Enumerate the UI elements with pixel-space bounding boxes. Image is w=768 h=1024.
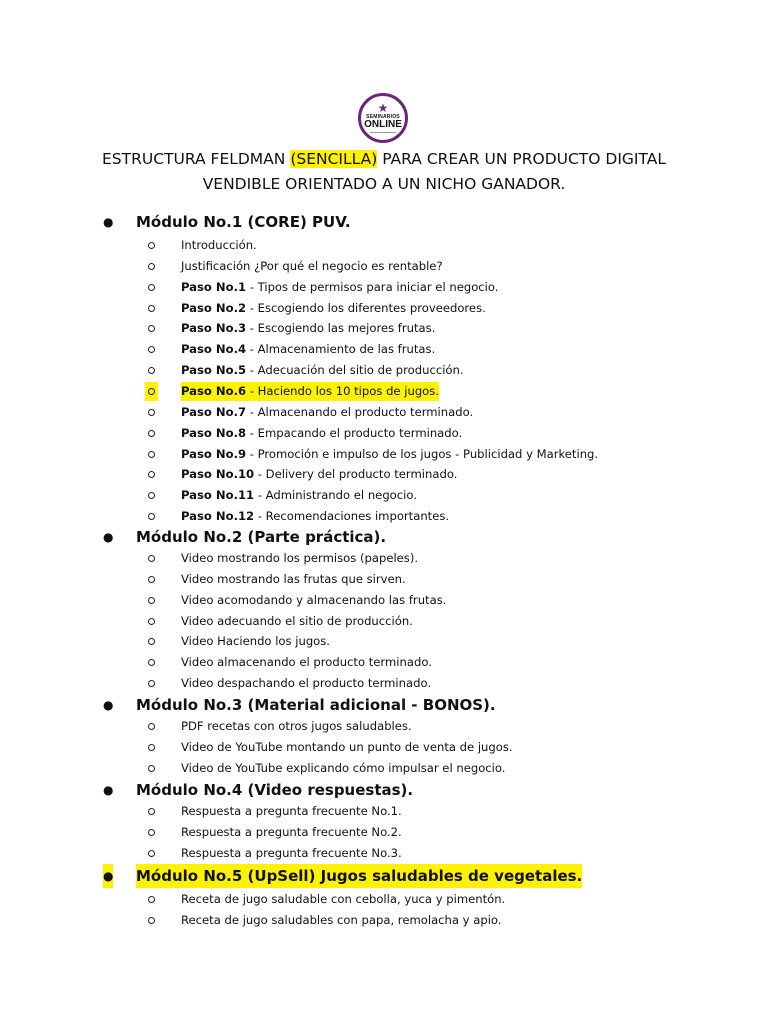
list-item-text xyxy=(181,674,431,693)
list-item-text xyxy=(181,319,435,338)
step-description: Video de YouTube montando un punto de venta de jugos. xyxy=(181,739,513,754)
hollow-bullet-icon xyxy=(145,653,158,672)
step-description: - Haciendo los 10 tipos de jugos. xyxy=(246,383,440,398)
filled-bullet-icon: ● xyxy=(103,215,114,229)
list-item-text xyxy=(181,802,402,821)
step-description: Video despachando el producto terminado. xyxy=(181,676,432,691)
hollow-bullet-icon xyxy=(145,257,158,276)
hollow-bullet-icon xyxy=(145,570,158,589)
list-item-text xyxy=(181,717,412,736)
step-description: - Empacando el producto terminado. xyxy=(246,425,463,440)
step-description: Respuesta a pregunta frecuente No.3. xyxy=(181,845,402,860)
hollow-bullet-icon xyxy=(145,361,158,380)
hollow-bullet-icon xyxy=(145,278,158,297)
filled-bullet-icon: ● xyxy=(103,530,114,544)
step-description: Receta de jugo saludable con cebolla, yuca y pimentón. xyxy=(181,892,506,906)
hollow-bullet-icon xyxy=(145,632,158,651)
list-item-text xyxy=(181,507,449,526)
step-description: - Recomendaciones importantes. xyxy=(254,509,450,524)
step-label: Paso No.3 xyxy=(181,321,247,336)
step-label: Paso No.2 xyxy=(181,300,247,315)
hollow-bullet-icon xyxy=(145,236,158,255)
list-item-text xyxy=(181,486,417,505)
hollow-bullet-icon xyxy=(145,403,158,422)
list-item-text xyxy=(181,823,402,842)
hollow-bullet-icon xyxy=(145,507,158,526)
hollow-bullet-icon xyxy=(145,890,158,909)
list-item-text xyxy=(181,738,513,757)
list-item-text xyxy=(181,890,505,909)
list-item-text xyxy=(181,612,413,631)
seminarios-online-logo xyxy=(358,93,408,143)
list-item-text xyxy=(181,403,473,422)
step-label: Paso No.4 xyxy=(181,342,247,357)
list-item-text xyxy=(181,424,462,443)
module-title: Módulo No.3 (Material adicional - BONOS). xyxy=(136,696,496,714)
hollow-bullet-icon xyxy=(145,738,158,757)
list-item-text xyxy=(181,759,505,778)
logo-underline xyxy=(370,132,396,133)
hollow-bullet-icon xyxy=(145,591,158,610)
list-item-text xyxy=(181,382,439,401)
list-item-text xyxy=(181,632,330,651)
step-label: Paso No.11 xyxy=(181,488,255,503)
hollow-bullet-icon xyxy=(145,445,158,464)
hollow-bullet-icon xyxy=(145,486,158,505)
step-description: Video mostrando los permisos (papeles). xyxy=(181,551,419,565)
list-item-text xyxy=(181,236,257,255)
step-description: - Almacenamiento de las frutas. xyxy=(246,342,436,357)
step-label: Paso No.5 xyxy=(181,363,247,378)
step-description: - Adecuación del sitio de producción. xyxy=(246,363,464,378)
filled-bullet-icon: ● xyxy=(103,864,113,888)
step-description: Receta de jugo saludables con papa, remolacha y apio. xyxy=(181,912,502,927)
hollow-bullet-icon xyxy=(145,340,158,359)
list-item-text xyxy=(181,653,432,672)
step-description: Video almacenando el producto terminado. xyxy=(181,655,432,670)
hollow-bullet-icon xyxy=(145,424,158,443)
list-item-text xyxy=(181,340,435,359)
step-label: Paso No.10 xyxy=(181,467,255,482)
list-item-text xyxy=(181,844,402,863)
filled-bullet-icon: ● xyxy=(103,698,114,712)
hollow-bullet-icon xyxy=(145,674,158,693)
document-title xyxy=(40,147,728,197)
step-description: - Tipos de permisos para iniciar el negocio. xyxy=(246,279,499,294)
hollow-bullet-icon xyxy=(145,465,158,484)
list-item-text xyxy=(181,465,457,484)
hollow-bullet-icon xyxy=(145,299,158,318)
list-item-text xyxy=(181,591,446,610)
step-label: Paso No.1 xyxy=(181,279,247,294)
module-title: Módulo No.2 (Parte práctica). xyxy=(136,528,387,546)
hollow-bullet-icon xyxy=(145,717,158,736)
module-title: Módulo No.4 (Video respuestas). xyxy=(136,781,414,799)
step-label: Paso No.6 xyxy=(181,383,247,398)
step-label: Paso No.12 xyxy=(181,509,255,524)
filled-bullet-icon: ● xyxy=(103,783,114,797)
step-description: Video de YouTube explicando cómo impulsar el negocio. xyxy=(181,760,506,775)
step-label: Paso No.8 xyxy=(181,425,247,440)
list-item-text xyxy=(181,361,464,380)
hollow-bullet-icon xyxy=(145,802,158,821)
step-label: Paso No.7 xyxy=(181,404,247,419)
hollow-bullet-icon xyxy=(145,759,158,778)
title-part-2: PARA CREAR UN PRODUCTO DIGITAL xyxy=(377,150,666,168)
step-description: - Delivery del producto terminado. xyxy=(254,467,458,482)
list-item-text xyxy=(181,445,598,464)
step-description: PDF recetas con otros jugos saludables. xyxy=(181,719,412,733)
hollow-bullet-icon xyxy=(145,612,158,631)
step-description: - Administrando el negocio. xyxy=(254,488,417,503)
step-description: Video Haciendo los jugos. xyxy=(181,634,330,649)
step-description: Introducción. xyxy=(181,238,257,252)
module-title: Módulo No.5 (UpSell) Jugos saludables de vegetales. xyxy=(136,864,582,888)
logo-line-1: SEMINARIOS xyxy=(366,114,400,120)
title-line-2: VENDIBLE ORIENTADO A UN NICHO GANADOR. xyxy=(202,175,566,193)
logo-line-2: ONLINE xyxy=(364,119,402,130)
list-item-text xyxy=(181,570,406,589)
hollow-bullet-icon xyxy=(145,911,158,930)
list-item-text xyxy=(181,911,502,930)
step-description: Respuesta a pregunta frecuente No.1. xyxy=(181,804,402,818)
step-description: - Escogiendo las mejores frutas. xyxy=(246,321,436,336)
step-description: Justificación ¿Por qué el negocio es rentable? xyxy=(181,258,443,273)
step-description: - Escogiendo los diferentes proveedores. xyxy=(246,300,486,315)
hollow-bullet-icon xyxy=(145,844,158,863)
star-icon: ★ xyxy=(377,101,389,115)
list-item-text xyxy=(181,299,486,318)
step-description: - Promoción e impulso de los jugos - Publicidad y Marketing. xyxy=(246,446,599,461)
title-highlight: (SENCILLA) xyxy=(290,150,378,168)
hollow-bullet-icon xyxy=(145,319,158,338)
step-description: Respuesta a pregunta frecuente No.2. xyxy=(181,824,402,839)
title-part-1: ESTRUCTURA FELDMAN xyxy=(102,150,291,168)
list-item-text xyxy=(181,257,443,276)
list-item-text xyxy=(181,278,498,297)
module-title: Módulo No.1 (CORE) PUV. xyxy=(136,213,351,231)
step-description: - Almacenando el producto terminado. xyxy=(246,404,474,419)
hollow-bullet-icon xyxy=(145,549,158,568)
hollow-bullet-icon xyxy=(145,823,158,842)
step-description: Video mostrando las frutas que sirven. xyxy=(181,571,406,586)
list-item-text xyxy=(181,549,418,568)
step-description: Video acomodando y almacenando las frutas. xyxy=(181,592,447,607)
step-label: Paso No.9 xyxy=(181,446,247,461)
hollow-bullet-icon xyxy=(145,382,158,401)
step-description: Video adecuando el sitio de producción. xyxy=(181,613,413,628)
